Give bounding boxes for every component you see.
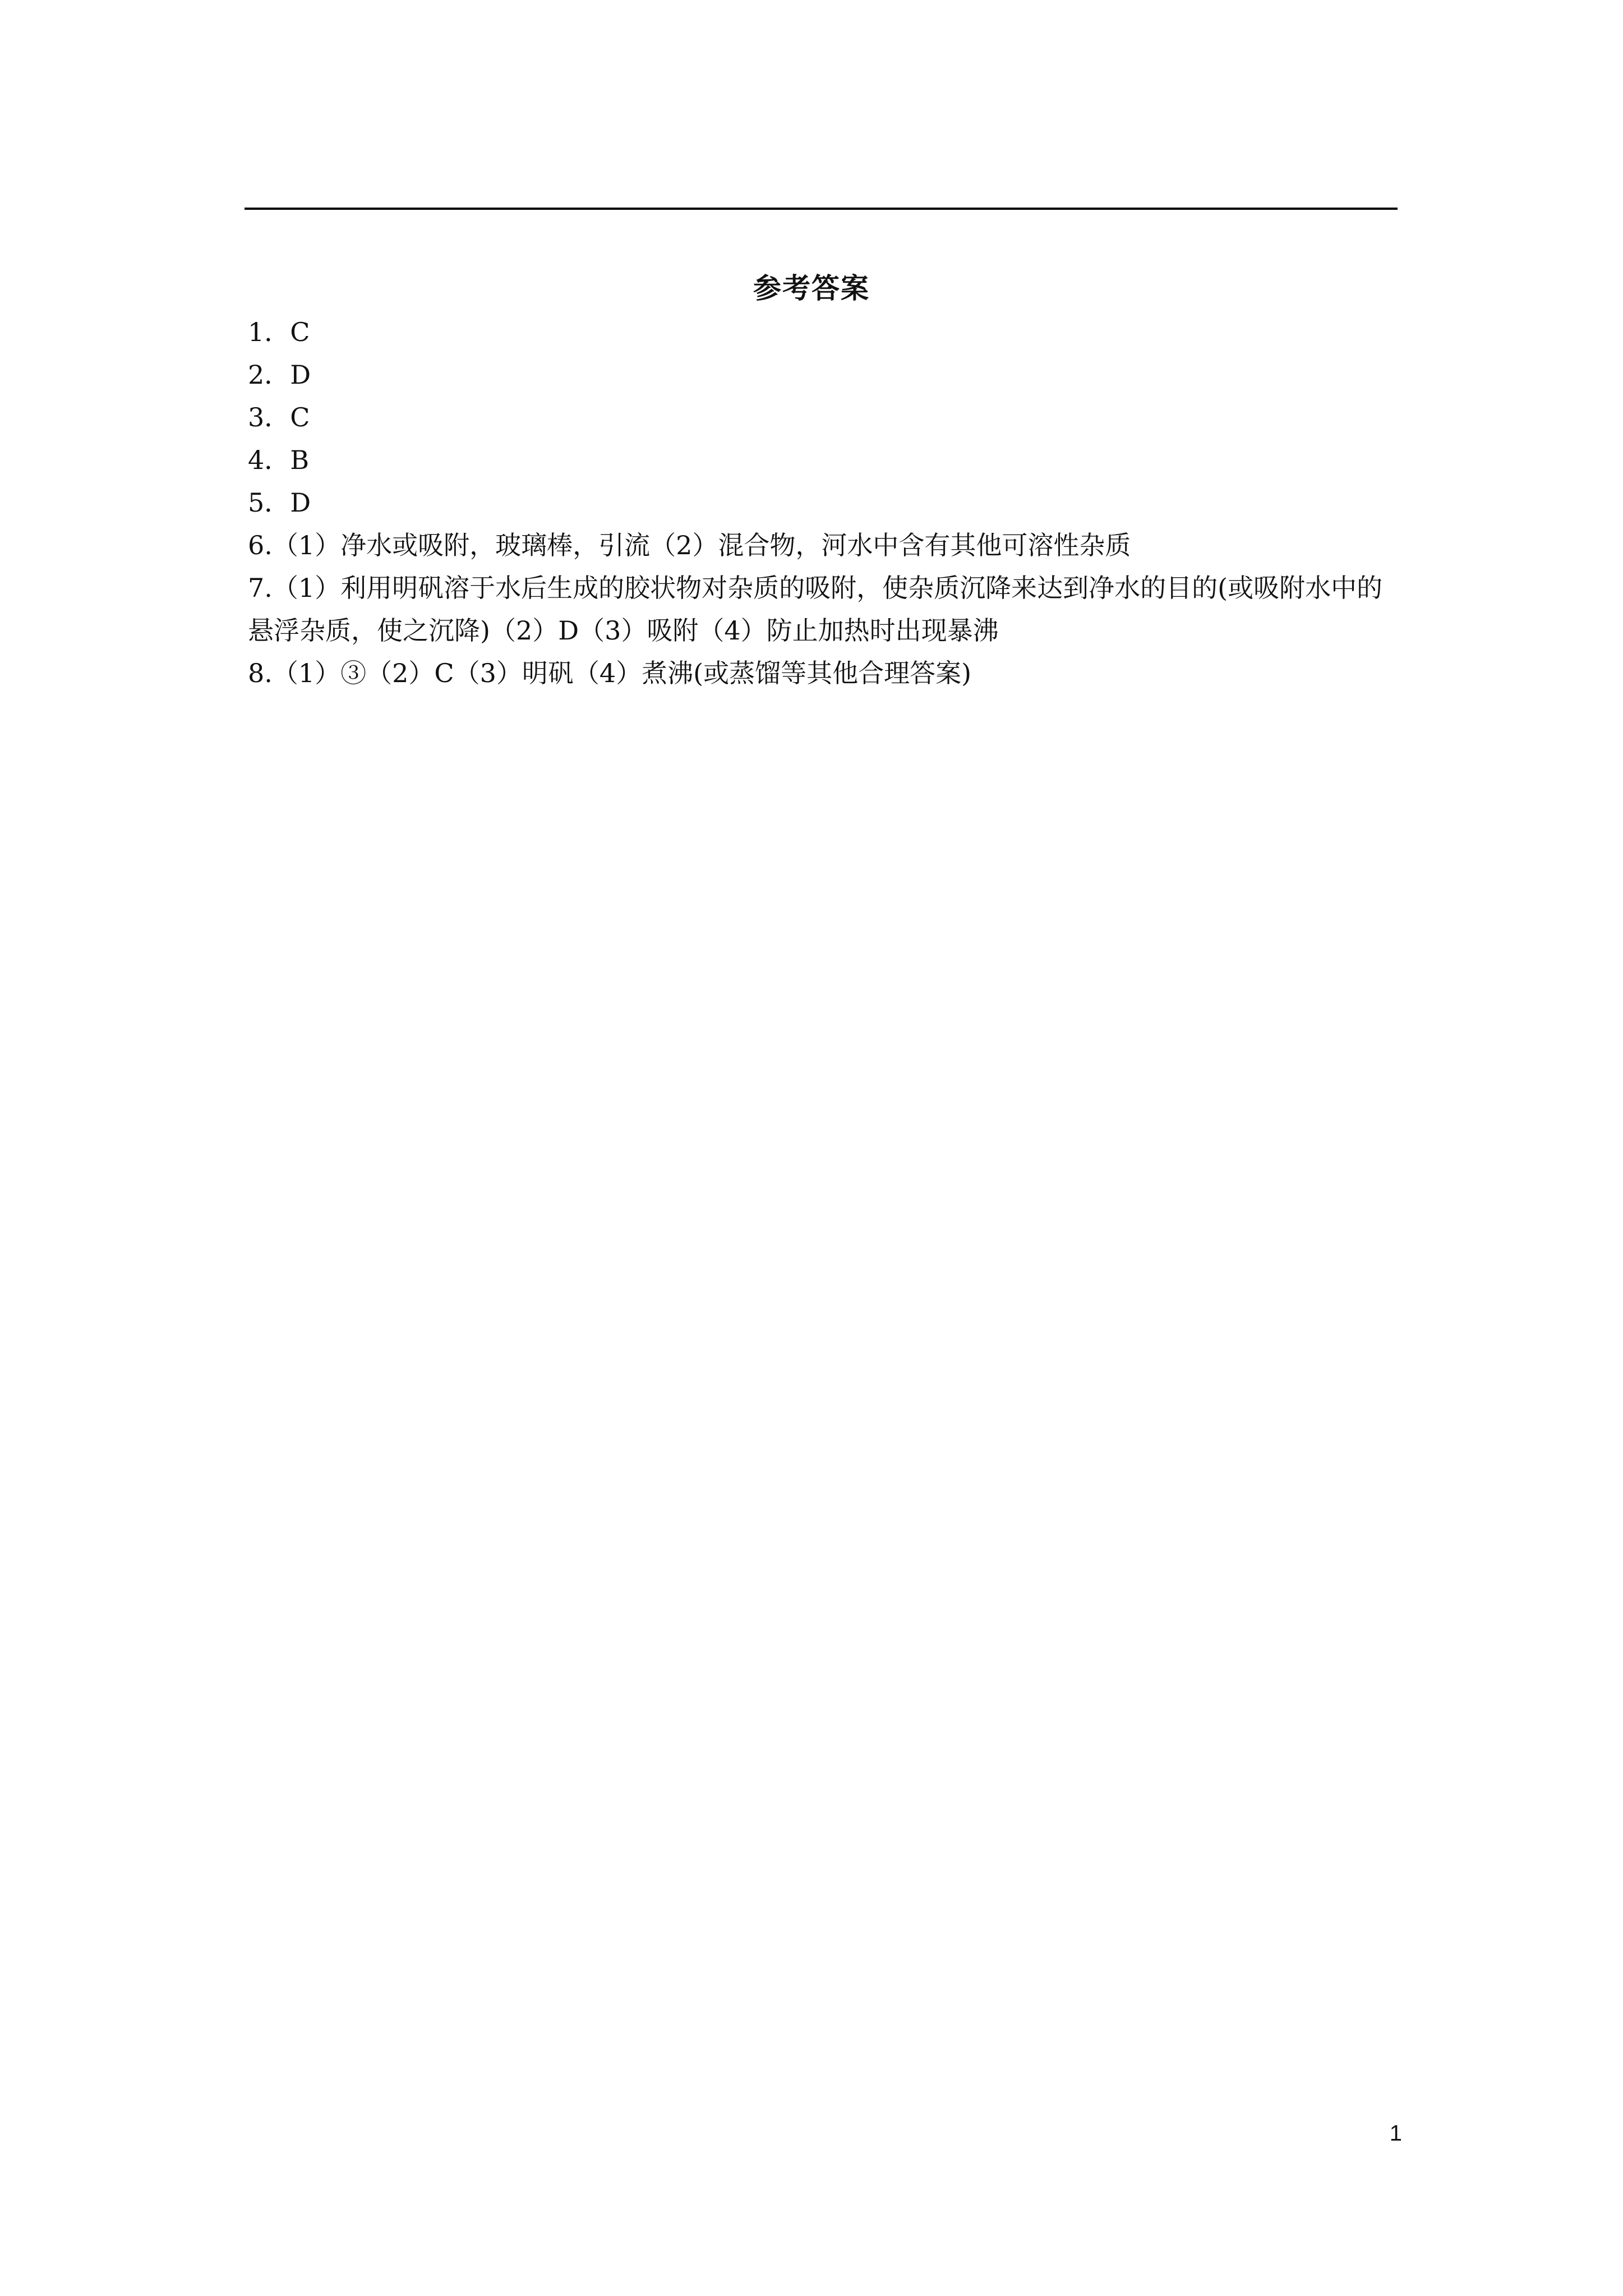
header-rule: [245, 208, 1398, 210]
page-title: 参考答案: [753, 272, 870, 305]
answer-item-4: 4．B: [248, 445, 310, 475]
answer-item-3: 3．C: [248, 402, 310, 432]
answer-item-5: 5．D: [248, 487, 311, 518]
answer-item-2: 2．D: [248, 360, 311, 390]
answer-item-1: 1．C: [248, 317, 310, 347]
answer-item-6: 6.（1）净水或吸附，玻璃棒，引流（2）混合物，河水中含有其他可溶性杂质: [248, 530, 1131, 560]
page-number: 1: [1389, 2121, 1402, 2146]
answer-item-7: 7.（1）利用明矾溶于水后生成的胶状物对杂质的吸附，使杂质沉降来达到净水的目的(或吸附水中的悬浮杂质，使之沉降)（2）D（3）吸附（4）防止加热时出现暴沸: [248, 573, 1383, 646]
answer-list: [248, 311, 1403, 694]
answer-item-8: 8.（1）③（2）C（3）明矾（4）煮沸(或蒸馏等其他合理答案): [248, 658, 972, 688]
